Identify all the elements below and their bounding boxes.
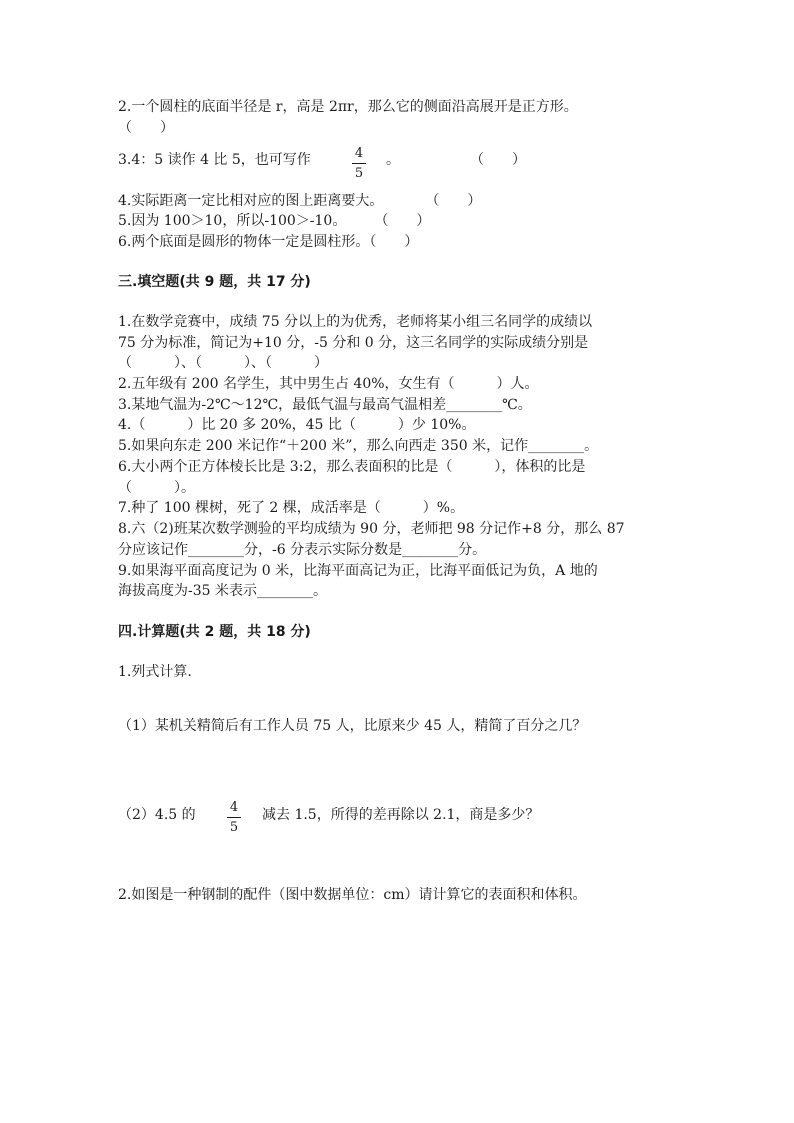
question-6: 6.两个底面是圆形的物体一定是圆柱形。（ ） — [118, 234, 419, 250]
fraction-bar — [352, 163, 366, 164]
fraction-numerator: 4 — [229, 800, 239, 815]
fill-line: 9.如果海平面高度记为 0 米，比海平面高记为正，比海平面低记为负，A 地的 — [118, 563, 598, 579]
section-3-title: 三.填空题(共 9 题，共 17 分) — [118, 274, 311, 290]
fill-line: 6.大小两个正方体棱长比是 3:2，那么表面积的比是（ ），体积的比是 — [118, 459, 586, 475]
question-2: 2.一个圆柱的底面半径是 r，高是 2πr，那么它的侧面沿高展开是正方形。 — [118, 99, 578, 115]
fill-line: 分应该记作________分，-6 分表示实际分数是________分。 — [118, 542, 487, 558]
fill-line: 7.种了 100 棵树，死了 2 棵，成活率是（ ）%。 — [118, 500, 465, 516]
calc-subquestion-2-tail: 减去 1.5，所得的差再除以 2.1，商是多少？ — [262, 807, 540, 823]
fill-line: 海拔高度为-35 米表示________。 — [118, 583, 327, 599]
calc-subquestion-2: （2）4.5 的 — [118, 807, 196, 823]
fill-line: （ ）。 — [118, 480, 195, 496]
fraction-denominator: 5 — [354, 166, 364, 181]
section-4-title: 四.计算题(共 2 题，共 18 分) — [118, 624, 311, 640]
fill-line: （ ）、（ ）、（ ） — [118, 355, 328, 371]
fraction-denominator: 5 — [229, 820, 239, 835]
fraction-four-fifths — [352, 146, 366, 181]
question-5: 5.因为 100＞10，所以-100＞-10。 （ ） — [118, 213, 431, 229]
calc-subquestion-1: （1）某机关精简后有工作人员 75 人，比原来少 45 人，精简了百分之几？ — [118, 718, 587, 734]
fill-line: 4.（ ）比 20 多 20%，45 比（ ）少 10%。 — [118, 417, 476, 433]
fill-line: 3.某地气温为-2℃～12℃，最低气温与最高气温相差________℃。 — [118, 397, 532, 413]
fill-line: 75 分为标准，简记为+10 分，-5 分和 0 分，这三名同学的实际成绩分别是 — [118, 335, 589, 351]
answer-paren: （ ） — [118, 120, 174, 136]
calc-question-2: 2.如图是一种钢制的配件（图中数据单位：cm）请计算它的表面积和体积。 — [118, 887, 587, 903]
fill-line: 8.六（2)班某次数学测验的平均成绩为 90 分，老师把 98 分记作+8 分，那么 87 — [118, 521, 625, 537]
question-3-tail: 。 （ ） — [386, 152, 526, 168]
calc-question-1: 1.列式计算. — [118, 664, 192, 680]
question-3: 3.4：5 读作 4 比 5，也可写作 — [118, 152, 311, 168]
fraction-bar — [227, 817, 241, 818]
fraction-four-fifths — [227, 800, 241, 835]
fill-line: 5.如果向东走 200 米记作“＋200 米”，那么向西走 350 米，记作________。 — [118, 438, 599, 454]
fill-line: 2.五年级有 200 名学生，其中男生占 40%，女生有（ ）人。 — [118, 376, 539, 392]
fill-line: 1.在数学竞赛中，成绩 75 分以上的为优秀，老师将某小组三名同学的成绩以 — [118, 314, 593, 330]
fraction-numerator: 4 — [354, 146, 364, 161]
question-4: 4.实际距离一定比相对应的图上距离要大。 （ ） — [118, 193, 482, 209]
